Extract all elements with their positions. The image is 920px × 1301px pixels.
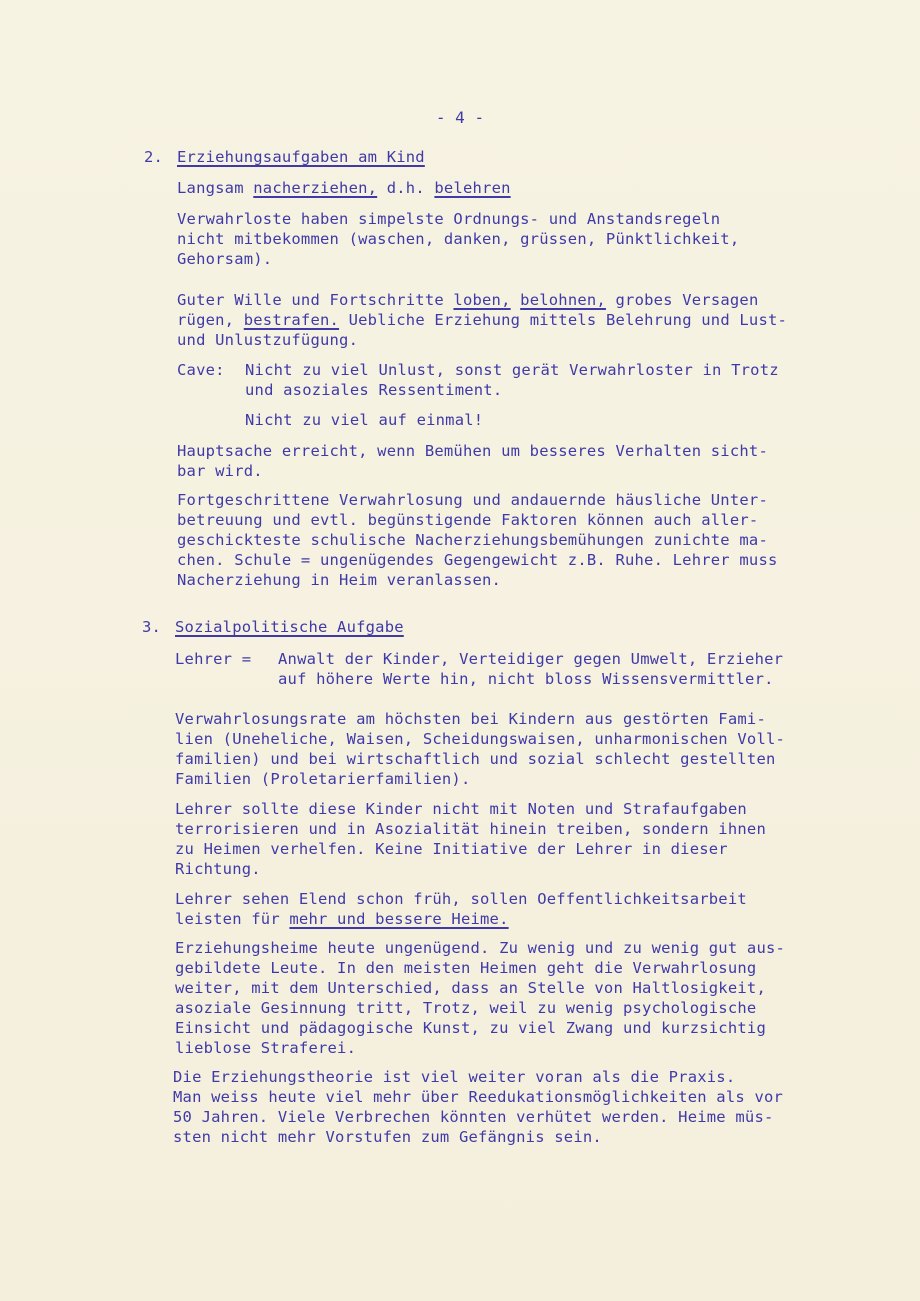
s3-p1-line: Familien (Proletarierfamilien). [175, 770, 471, 788]
cave-line: Nicht zu viel Unlust, sonst gerät Verwahrloster in Trotz [245, 361, 779, 379]
s3-p4-line: lieblose Straferei. [175, 1039, 357, 1057]
s3-p5-line: 50 Jahren. Viele Verbrechen könnten verhütet werden. Heime müs- [173, 1108, 774, 1126]
section-3-heading: Sozialpolitische Aufgabe [175, 618, 404, 636]
page-number: - 4 - [435, 108, 485, 127]
s3-p1-line: familien) und bei wirtschaftlich und sozial schlecht gestellten [175, 750, 776, 768]
section-3-number: 3. [142, 618, 162, 636]
s3-p5-line: Man weiss heute viel mehr über Reedukationsmöglichkeiten als vor [173, 1088, 784, 1106]
s3-p2-line: terrorisieren und in Asozialität hinein treiben, sondern ihnen [175, 820, 766, 838]
s2-p1-line: nicht mitbekommen (waschen, danken, grüssen, Pünktlichkeit, [177, 230, 740, 248]
s2-p4-line: Fortgeschrittene Verwahrlosung und andauernde häusliche Unter- [177, 491, 768, 509]
section-2-subheading: Langsam nacherziehen, d.h. belehren [177, 179, 511, 197]
s2-p1-line: Gehorsam). [177, 250, 273, 268]
s3-p2-line: zu Heimen verhelfen. Keine Initiative der Lehrer in dieser [175, 840, 728, 858]
s2-p1-line: Verwahrloste haben simpelste Ordnungs- und Anstandsregeln [177, 210, 721, 228]
cave-label: Cave: [177, 361, 225, 379]
s2-p2-line: und Unlustzufügung. [177, 331, 359, 349]
s3-p4-line: asoziale Gesinnung tritt, Trotz, weil zu wenig psychologische [175, 999, 757, 1017]
s3-p4-line: Einsicht und pädagogische Kunst, zu viel Zwang und kurzsichtig [175, 1019, 766, 1037]
s3-p2-line: Lehrer sollte diese Kinder nicht mit Noten und Strafaufgaben [175, 800, 747, 818]
section-2-heading: Erziehungsaufgaben am Kind [177, 148, 425, 166]
s3-p4-line: Erziehungsheime heute ungenügend. Zu wenig und zu wenig gut aus- [175, 939, 786, 957]
cave-line: Nicht zu viel auf einmal! [245, 411, 484, 429]
s2-p4-line: chen. Schule = ungenügendes Gegengewicht z.B. Ruhe. Lehrer muss [177, 551, 778, 569]
s3-p4-line: gebildete Leute. In den meisten Heimen geht die Verwahrlosung [175, 959, 757, 977]
s2-p4-line: betreuung und evtl. begünstigende Faktoren können auch aller- [177, 511, 759, 529]
s2-p3-line: bar wird. [177, 462, 263, 480]
s2-p2-line: Guter Wille und Fortschritte loben, belohnen, grobes Versagen [177, 291, 759, 309]
s3-p5-line: sten nicht mehr Vorstufen zum Gefängnis sein. [173, 1128, 602, 1146]
lehrer-line: auf höhere Werte hin, nicht bloss Wissensvermittler. [278, 670, 774, 688]
cave-line: und asoziales Ressentiment. [245, 381, 503, 399]
s3-p4-line: weiter, mit dem Unterschied, dass an Stelle von Haltlosigkeit, [175, 979, 766, 997]
s3-p1-line: lien (Uneheliche, Waisen, Scheidungswaisen, unharmonischen Voll- [175, 730, 786, 748]
section-2-number: 2. [144, 148, 164, 166]
s3-p3-line: leisten für mehr und bessere Heime. [175, 910, 509, 928]
lehrer-label: Lehrer = [175, 650, 252, 668]
s2-p4-line: Nacherziehung in Heim veranlassen. [177, 571, 502, 589]
s3-p1-line: Verwahrlosungsrate am höchsten bei Kindern aus gestörten Fami- [175, 710, 766, 728]
s2-p2-line: rügen, bestrafen. Uebliche Erziehung mittels Belehrung und Lust- [177, 311, 788, 329]
s2-p4-line: geschickteste schulische Nacherziehungsbemühungen zunichte ma- [177, 531, 768, 549]
s3-p2-line: Richtung. [175, 860, 261, 878]
s2-p3-line: Hauptsache erreicht, wenn Bemühen um besseres Verhalten sicht- [177, 442, 768, 460]
s3-p5-line: Die Erziehungstheorie ist viel weiter voran als die Praxis. [173, 1068, 736, 1086]
lehrer-line: Anwalt der Kinder, Verteidiger gegen Umwelt, Erzieher [278, 650, 784, 668]
s3-p3-line: Lehrer sehen Elend schon früh, sollen Oeffentlichkeitsarbeit [175, 890, 747, 908]
